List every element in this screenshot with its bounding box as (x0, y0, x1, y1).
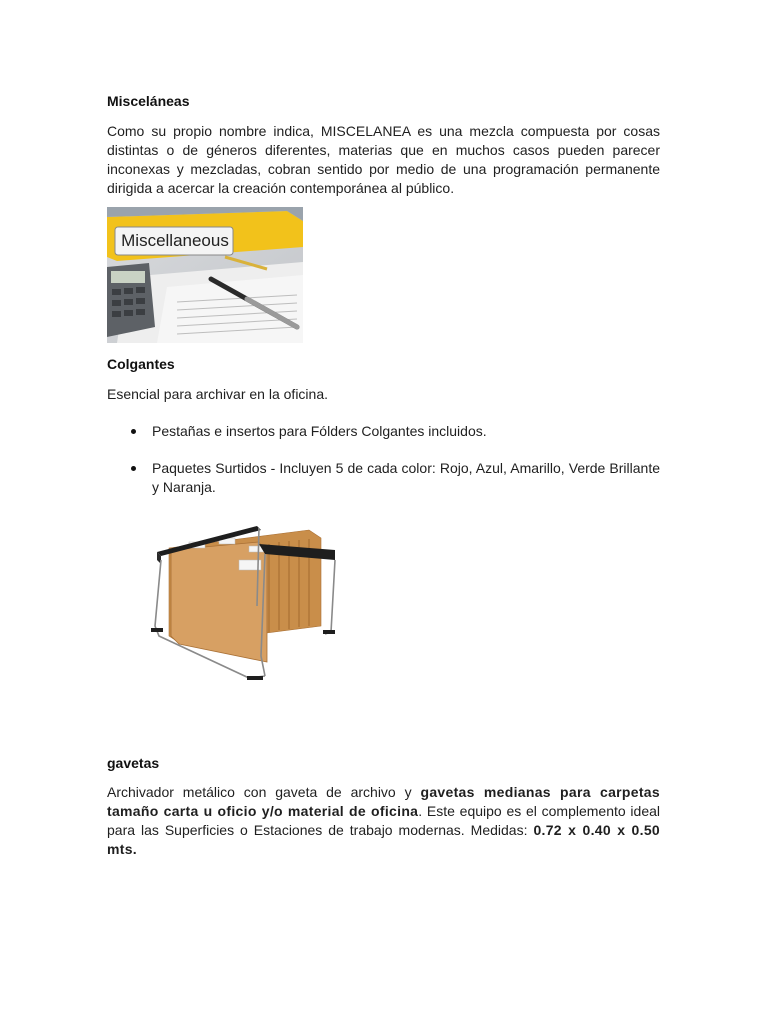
heading-miscelaneas: Misceláneas (107, 93, 190, 109)
bullet-icon (131, 466, 136, 471)
miscellaneous-folder-image (107, 207, 303, 343)
paragraph-colgantes-intro: Esencial para archivar en la oficina. (107, 386, 329, 402)
heading-colgantes: Colgantes (107, 356, 175, 372)
heading-gavetas: gavetas (107, 755, 160, 771)
paragraph-gavetas: Archivador metálico con gaveta de archivo y gavetas medianas para carpetas tamaño carta u oficio y/o material de oficina. Este equipo es el complemento ideal para las Superficies o Estaciones de trabajo modernas. Medidas: 0.72 x 0.40 x 0.50 mts. (107, 784, 661, 857)
bullet-icon (131, 429, 136, 434)
list-item: Pestañas e insertos para Fólders Colgantes incluidos. (107, 422, 660, 441)
image-label: Miscellaneous (121, 231, 229, 250)
bullet-list (107, 422, 660, 515)
paragraph-miscelaneas: Como su propio nombre indica, MISCELANEA es una mezcla compuesta por cosas distintas o de géneros diferentes, materias que en muchos casos pueden parecer inconexas y mezcladas, cobran sentido por medio de una programación permanente dirigida a acercar la creación contemporánea al público. (107, 123, 660, 196)
hanging-folder-rack-image (149, 516, 339, 692)
list-item: Paquetes Surtidos - Incluyen 5 de cada color: Rojo, Azul, Amarillo, Verde Brillante y Naranja. (107, 459, 660, 497)
